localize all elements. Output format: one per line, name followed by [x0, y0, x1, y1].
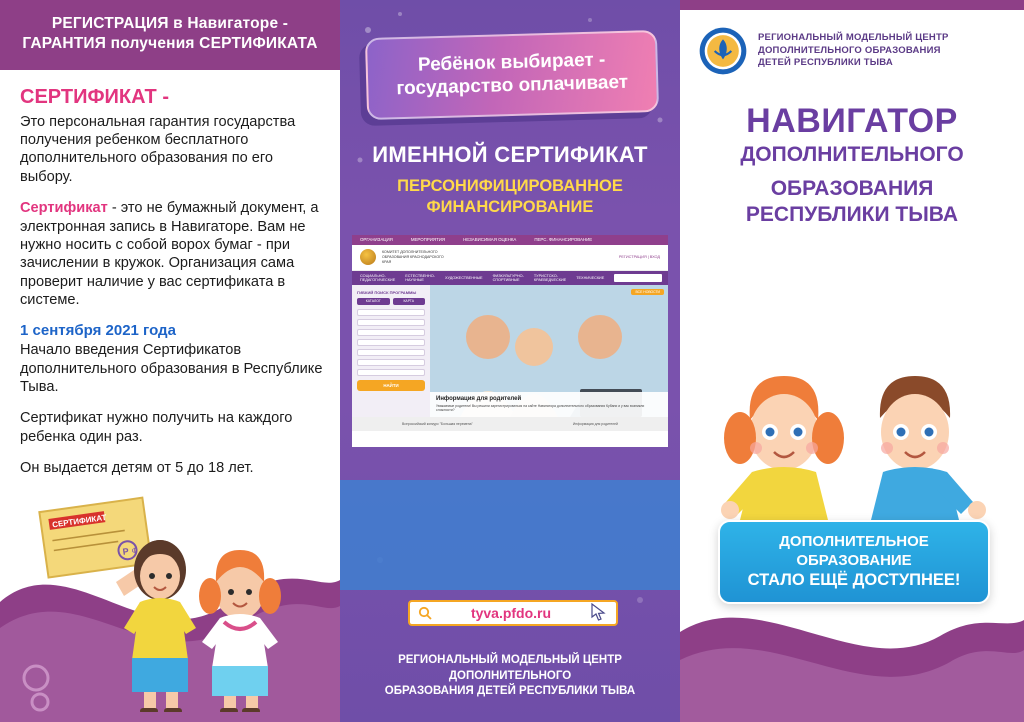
nav-item-4: ТУРИСТСКО- КРАЕВЕДЧЕСКИЕ — [533, 273, 567, 282]
left-panel-header: РЕГИСТРАЦИЯ в Навигаторе - ГАРАНТИЯ получения СЕРТИФИКАТА — [0, 0, 340, 70]
topbar-item-2: НЕЗАВИСИМАЯ ОЦЕНКА — [463, 237, 517, 243]
nav-item-2: ХУДОЖЕСТВЕННЫЕ — [444, 275, 483, 280]
svg-text:Ф: Ф — [131, 545, 139, 556]
screenshot-search-input — [614, 274, 662, 282]
sidebar-buttons — [357, 298, 425, 305]
tagline-line-3: СТАЛО ЕЩЁ ДОСТУПНЕЕ! — [747, 571, 961, 590]
screenshot-login-links: РЕГИСТРАЦИЯ | ВХОД — [618, 255, 660, 260]
sidebar-field-0 — [357, 309, 425, 316]
sidebar-field-6 — [357, 369, 425, 376]
hero-caption — [430, 392, 668, 417]
certificate-card-label: СЕРТИФИКАТ — [51, 512, 108, 530]
middle-subtitle-line2: ФИНАНСИРОВАНИЕ — [426, 198, 594, 217]
website-screenshot — [352, 235, 668, 447]
sidebar-field-3 — [357, 339, 425, 346]
tagline-line-1: ДОПОЛНИТЕЛЬНОЕ — [779, 532, 929, 550]
hero-title: Информация для родителей — [436, 396, 522, 403]
topbar-item-3: ПЕРС. ФИНАНСИРОВАНИЕ — [534, 237, 593, 243]
middle-footer — [340, 653, 680, 700]
middle-subtitle-line1: ПЕРСОНИФИЦИРОВАННОЕ — [397, 177, 623, 195]
start-date: 1 сентября 2021 года — [20, 322, 176, 340]
screenshot-nav — [352, 271, 668, 285]
paragraph-4: Сертификат нужно получить на каждого ребенка один раз. — [20, 410, 293, 445]
org-line-1: РЕГИОНАЛЬНЫЙ МОДЕЛЬНЫЙ ЦЕНТР — [758, 31, 949, 43]
panel-left — [0, 0, 340, 722]
right-main-title — [680, 102, 1024, 227]
kids-illustration-left — [24, 462, 324, 712]
footer-item-1: Информация для родителей — [572, 421, 618, 426]
title-line-1: НАВИГАТОР — [746, 102, 958, 140]
footer-item-0: Всероссийский конкурс "Большая перемена" — [402, 421, 473, 426]
hero-text: Уважаемые родители! Вы решили зарегистрироваться на сайте Навигатора дополнительного образования Кубани и у вас возникли сложности? — [436, 404, 645, 413]
middle-footer-line1: РЕГИОНАЛЬНЫЙ МОДЕЛЬНЫЙ ЦЕНТР ДОПОЛНИТЕЛЬНОГО — [398, 654, 622, 682]
title-line-4: РЕСПУБЛИКИ ТЫВА — [745, 203, 959, 226]
org-line-3: ДЕТЕЙ РЕСПУБЛИКИ ТЫВА — [758, 57, 893, 69]
right-logo-row — [680, 10, 1024, 76]
right-org-text — [758, 32, 949, 70]
sidebar-button-catalog: КАТАЛОГ — [357, 298, 390, 305]
panel-right — [680, 0, 1024, 722]
org-line-2: ДОПОЛНИТЕЛЬНОГО ОБРАЗОВАНИЯ — [758, 44, 941, 56]
sidebar-field-2 — [357, 329, 425, 336]
paragraph-1: Это персональная гарантия государства получения ребенком бесплатного дополнительного образования по его выбору. — [20, 113, 296, 185]
paragraph-3-text: Начало введения Сертификатов дополнительного образования в Республике Тыва. — [20, 342, 323, 396]
middle-subtitle — [340, 176, 680, 219]
boy-figure — [869, 376, 986, 528]
logo-line-1: КОМИТЕТ ДОПОЛНИТЕЛЬНОГО — [382, 250, 438, 255]
cursor-icon — [590, 603, 608, 623]
url-bar[interactable] — [408, 600, 618, 626]
paragraph-2 — [20, 199, 324, 309]
emblem-seal-icon — [698, 26, 748, 76]
girl-figure — [721, 376, 844, 528]
right-top-bar — [680, 0, 1024, 10]
screenshot-logo-row — [352, 245, 668, 271]
screenshot-hero — [430, 285, 668, 417]
sidebar-field-5 — [357, 359, 425, 366]
paragraph-5: Он выдается детям от 5 до 18 лет. — [20, 460, 254, 477]
topbar-item-1: МЕРОПРИЯТИЯ — [410, 237, 446, 243]
left-panel-body — [0, 70, 340, 478]
nav-item-5: ТЕХНИЧЕСКИЕ — [576, 275, 605, 280]
sidebar-field-4 — [357, 349, 425, 356]
nav-item-1: ЕСТЕСТВЕННО- НАУЧНЫЕ — [405, 273, 435, 282]
nav-item-0: СОЦИАЛЬНО- ПЕДАГОГИЧЕСКИЕ — [360, 273, 396, 282]
paragraph-2-highlight: Сертификат — [20, 200, 108, 217]
middle-footer-line2: ОБРАЗОВАНИЯ ДЕТЕЙ РЕСПУБЛИКИ ТЫВА — [384, 685, 636, 698]
logo-line-2: ОБРАЗОВАНИЯ КРАСНОДАРСКОГО — [382, 254, 444, 259]
callout-wrapper — [366, 34, 654, 116]
panel-middle — [340, 0, 680, 722]
certificate-heading: СЕРТИФИКАТ - — [20, 85, 169, 108]
sidebar-search-button: НАЙТИ — [357, 380, 425, 391]
sidebar-button-map: КАРТА — [393, 298, 426, 305]
screenshot-sidebar — [352, 285, 430, 417]
nav-item-3: ФИЗКУЛЬТУРНО- СПОРТИВНЫЕ — [492, 273, 524, 282]
logo-line-3: КРАЯ — [382, 259, 392, 264]
paragraph-2-text: - это не бумажный документ, а электронная запись в Навигаторе. Вам не нужно носить с собой ворох бумаг - при зачислении в кружок. Организация сама проверит наличие у вас сертификата в системе. — [20, 200, 319, 309]
screenshot-footer — [352, 417, 668, 431]
sidebar-title: ГИБКИЙ ПОИСК ПРОГРАММЫ — [357, 289, 417, 295]
blue-band — [340, 480, 680, 590]
tagline-box — [718, 520, 990, 604]
sidebar-field-1 — [357, 319, 425, 326]
screenshot-topbar — [352, 235, 668, 245]
search-icon — [418, 606, 432, 620]
screenshot-main — [352, 285, 668, 417]
url-text: tyva.pfdo.ru — [470, 605, 552, 621]
title-line-3: ОБРАЗОВАНИЯ — [770, 177, 934, 200]
title-line-2: ДОПОЛНИТЕЛЬНОГО — [740, 143, 964, 166]
girl-right — [199, 550, 281, 712]
paragraph-3 — [20, 322, 324, 396]
screenshot-logo-text — [382, 250, 444, 265]
tagline-line-2: ОБРАЗОВАНИЕ — [796, 551, 912, 569]
callout-banner: Ребёнок выбирает - государство оплачивает — [365, 30, 659, 120]
hero-news-button: ВСЕ НОВОСТИ — [631, 289, 664, 295]
middle-title: ИМЕННОЙ СЕРТИФИКАТ — [372, 142, 648, 167]
emblem-icon — [360, 249, 376, 265]
topbar-item-0: ОРГАНИЗАЦИЯ — [360, 237, 393, 243]
svg-text:Р: Р — [122, 546, 130, 557]
